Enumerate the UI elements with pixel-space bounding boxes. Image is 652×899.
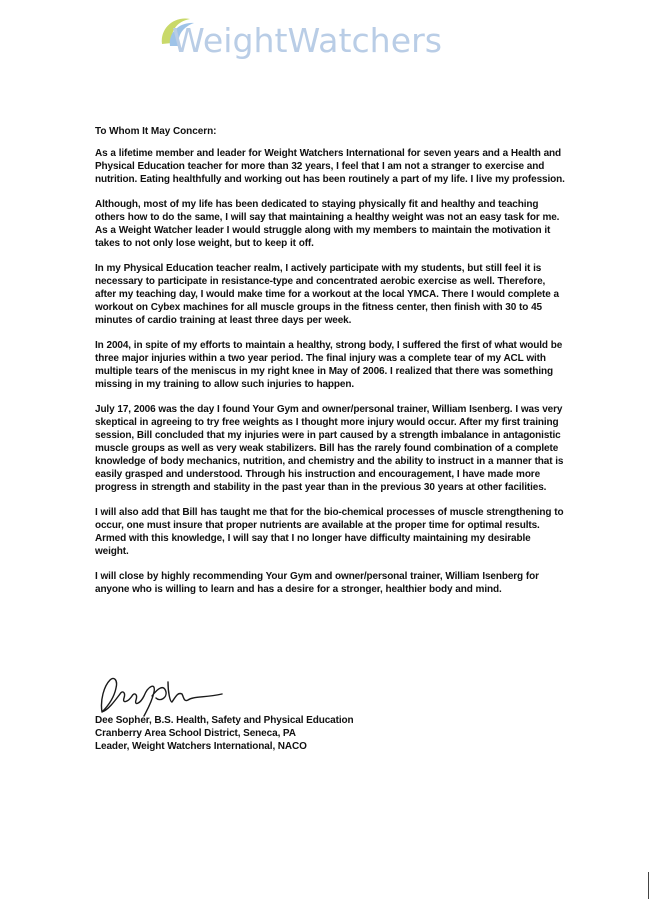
- paragraph-nutrition: I will also add that Bill has taught me that for the bio-chemical processes of muscle strengthening to occur, one must insure that proper nutrients are available at the proper time for optimal results. Armed with this knowledge, I will say that I no longer have difficulty maintaining my desirable weight.: [95, 506, 564, 557]
- signer-leader-title: Leader, Weight Watchers International, NACO: [95, 740, 307, 752]
- paragraph-workout-routine: In my Physical Education teacher realm, I actively participate with my students, but still feel it is necessary to participate in resistance-type and concentrated aerobic exercise as well. Therefore, after my teaching day, I would make time for a workout at the local YMCA. There I would complete a workout on Cybex machines for all muscle groups in the fitness center, then finish with 30 to 45 minutes of cardio training at least three days per week.: [95, 262, 559, 327]
- letter-body: [95, 125, 565, 607]
- scan-edge-mark: [648, 872, 649, 899]
- signature-block: [95, 715, 565, 753]
- paragraph-closing: I will close by highly recommending Your Gym and owner/personal trainer, William Isenberg for anyone who is willing to learn and has a desire for a stronger, healthier body and mind.: [95, 570, 539, 595]
- paragraph-your-gym: July 17, 2006 was the day I found Your Gym and owner/personal trainer, William Isenberg. I was very skeptical in agreeing to try free weights as I thought more injury would occur. After my first training session, Bill concluded that my injuries were in part caused by a strength imbalance in antagonistic muscle groups as well as very weak stabilizers. Bill has the rarely found combination of a complete knowledge of body mechanics, nutrition, and chemistry and the ability to instruct in a manner that is easily grasped and understood. Through his instruction and encouragement, I have made more progress in strength and stability in the past year than in the previous 30 years at other facilities.: [95, 403, 564, 494]
- paragraph-weight-struggle: Although, most of my life has been dedicated to staying physically fit and healthy and teaching others how to do the same, I will say that maintaining a healthy weight was not an easy task for me. As a Weight Watcher leader I would struggle along with my members to maintain the motivation it takes to not only lose weight, but to keep it off.: [95, 198, 560, 250]
- signer-district: Cranberry Area School District, Seneca, PA: [95, 727, 296, 739]
- weight-watchers-logo: [150, 10, 450, 62]
- salutation: To Whom It May Concern:: [95, 126, 217, 137]
- signer-name: Dee Sopher, B.S. Health, Safety and Physical Education: [95, 715, 354, 726]
- paragraph-injuries: In 2004, in spite of my efforts to maintain a healthy, strong body, I suffered the first of what would be three major injuries within a two year period. The final injury was a complete tear of my ACL with multiple tears of the meniscus in my right knee in May of 2006. I realized that there was something missing in my training to allow such injuries to happen.: [95, 339, 563, 390]
- paragraph-membership: As a lifetime member and leader for Weight Watchers International for seven years and a Health and Physical Education teacher for more than 32 years, I feel that I am not a stranger to exercise and nutrition. Eating healthfully and working out has been routinely a part of my life. I live my profession.: [95, 148, 565, 186]
- logo-wordmark: WeightWatchers: [172, 21, 442, 60]
- handwritten-signature: [94, 672, 224, 718]
